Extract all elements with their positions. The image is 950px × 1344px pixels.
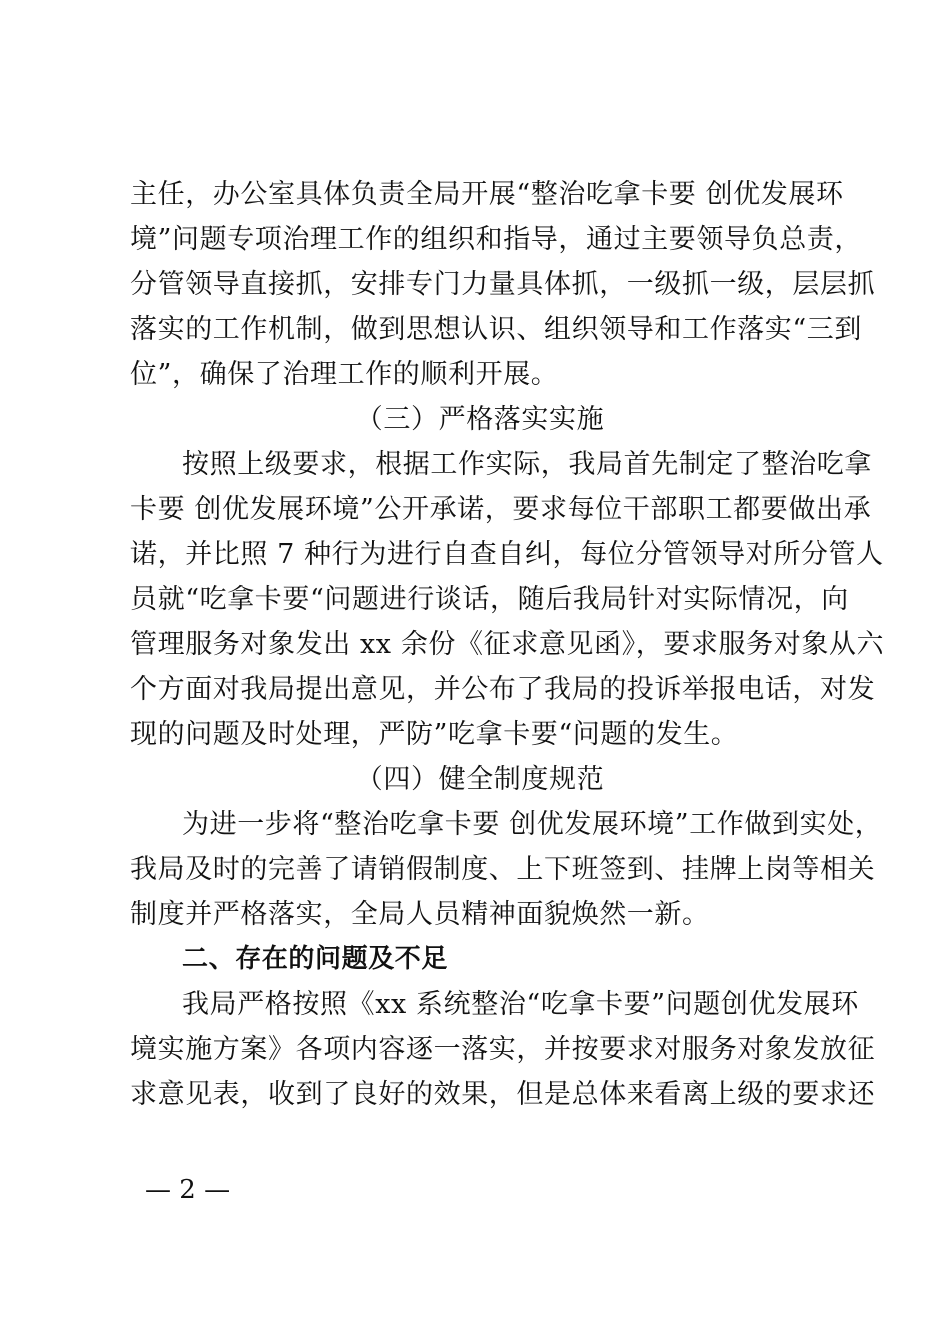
paragraph-line: 为进一步将“整治吃拿卡要 创优发展环境”工作做到实处， (182, 809, 883, 840)
paragraph-line: 境实施方案》各项内容逐一落实，并按要求对服务对象发放征 (130, 1034, 876, 1065)
paragraph-line: 管理服务对象发出 xx 余份《征求意见函》，要求服务对象从六 (130, 629, 885, 660)
paragraph-line: 主任，办公室具体负责全局开展“整治吃拿卡要 创优发展环 (130, 179, 844, 210)
paragraph-line: 个方面对我局提出意见，并公布了我局的投诉举报电话，对发 (130, 674, 876, 705)
paragraph-line: 现的问题及时处理，严防”吃拿卡要“问题的发生。 (130, 719, 739, 750)
paragraph-line: 求意见表，收到了良好的效果，但是总体来看离上级的要求还 (130, 1079, 876, 1110)
paragraph-line: 卡要 创优发展环境”公开承诺，要求每位干部职工都要做出承 (130, 494, 872, 525)
paragraph-line: 境”问题专项治理工作的组织和指导，通过主要领导负总责， (130, 224, 863, 255)
paragraph-line: 员就“吃拿卡要“问题进行谈话，随后我局针对实际情况，向 (130, 584, 849, 615)
paragraph-line: 我局及时的完善了请销假制度、上下班签到、挂牌上岗等相关 (130, 854, 876, 885)
paragraph-line: 制度并严格落实，全局人员精神面貌焕然一新。 (130, 899, 710, 930)
body-text (130, 172, 885, 1117)
page-number: — 2 — (145, 1175, 231, 1205)
paragraph-line: 分管领导直接抓，安排专门力量具体抓，一级抓一级，层层抓 (130, 269, 876, 300)
paragraph-line: 位”，确保了治理工作的顺利开展。 (130, 359, 559, 390)
paragraph-line: 按照上级要求，根据工作实际，我局首先制定了整治吃拿 (182, 449, 872, 480)
paragraph-line: 我局严格按照《xx 系统整治“吃拿卡要”问题创优发展环 (182, 989, 859, 1020)
section-heading-4: （四）健全制度规范 (355, 764, 605, 795)
chapter-heading: 二、存在的问题及不足 (182, 944, 449, 974)
section-heading-3: （三）严格落实实施 (355, 404, 605, 435)
paragraph-line: 落实的工作机制，做到思想认识、组织领导和工作落实“三到 (130, 314, 863, 345)
paragraph-line: 诺，并比照 7 种行为进行自查自纠，每位分管领导对所分管人 (130, 539, 884, 570)
